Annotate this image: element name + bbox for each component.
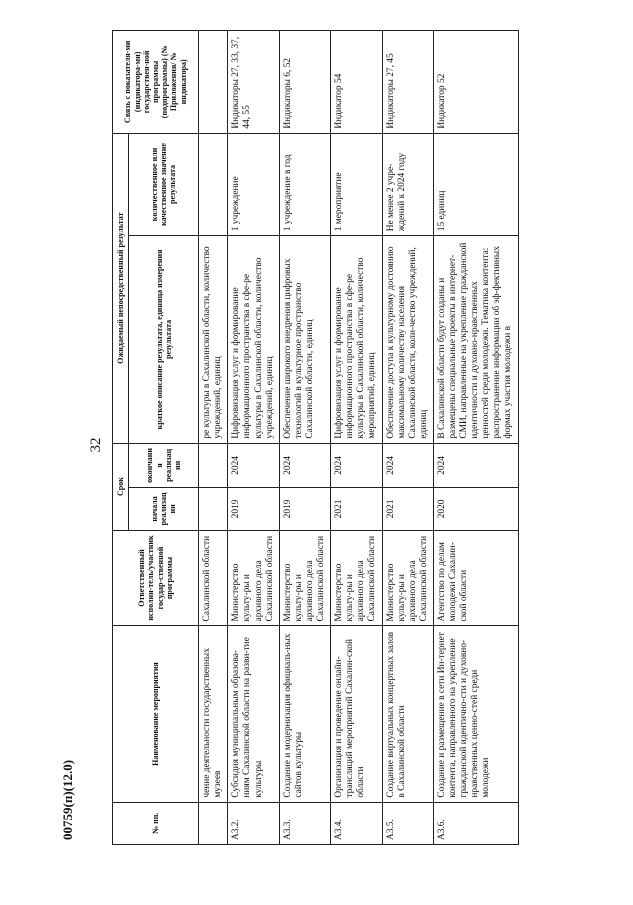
cell-link [199, 31, 228, 134]
cell-name: Организация и проведение онлайн-трансляций мероприятий Сахалин-ской области [331, 626, 382, 802]
cell-responsible: Министерство культу-ры и архивного дела Сахалинской области [331, 530, 382, 626]
cell-end: 2024 [382, 443, 433, 488]
cell-link: Индикаторы 27, 33, 37, 44, 55 [228, 31, 279, 134]
cell-start: 2021 [382, 488, 433, 530]
page-number: 32 [88, 437, 104, 453]
cell-num: А3.2. [228, 802, 279, 844]
cell-end: 2024 [433, 443, 518, 488]
cell-end: 2024 [228, 443, 279, 488]
table-header-row [113, 31, 129, 845]
header-num: № пп. [113, 802, 199, 844]
cell-name: Создание виртуальных концертных залов в Сахалинской области [382, 626, 433, 802]
table-row [433, 31, 518, 845]
header-responsible: Ответственный исполни-тель/участник государ-ственной программы [113, 530, 199, 626]
cell-value: 1 мероприятие [331, 133, 382, 236]
cell-num: А3.5. [382, 802, 433, 844]
measures-table-wrapper [112, 30, 580, 845]
cell-name: Создание и модернизация официаль-ных сайтов культуры [279, 626, 330, 802]
document-code: 00759(п)(12.0) [60, 759, 75, 840]
header-term-start: начала реализации [129, 488, 199, 530]
header-result: Ожидаемый непосредственный результат [113, 133, 129, 443]
cell-end: 2024 [279, 443, 330, 488]
cell-start: 2021 [331, 488, 382, 530]
header-result-desc: краткое описание результата, единица измерения результата [129, 236, 199, 443]
cell-value: Не менее 2 учре-ждений к 2024 году [382, 133, 433, 236]
table-row [382, 31, 433, 845]
header-term: Срок [113, 443, 129, 530]
cell-desc: ре культуры в Сахалинской области, количество учреждений, единиц [199, 236, 228, 443]
cell-name: Субсидия муниципальным образова-ниям Сахалинской области на разви-тие культуры [228, 626, 279, 802]
cell-desc: Цифровизация услуг и формирование информационного пространства в сфе-ре культуры в Сахалинской области, количество учреждений, единиц [228, 236, 279, 443]
cell-start: 2020 [433, 488, 518, 530]
header-name: Наименование мероприятия [113, 626, 199, 802]
header-result-value: количественное или качественное значение результата [129, 133, 199, 236]
cell-num: А3.4. [331, 802, 382, 844]
cell-link: Индикатор 52 [433, 31, 518, 134]
cell-end: 2024 [331, 443, 382, 488]
table-row [199, 31, 228, 845]
header-term-end: окончания реализации [129, 443, 199, 488]
cell-num: А3.6. [433, 802, 518, 844]
cell-responsible: Сахалинской области [199, 530, 228, 626]
cell-responsible: Министерство культу-ры и архивного дела Сахалинской области [382, 530, 433, 626]
cell-responsible: Министерство культу-ры и архивного дела Сахалинской области [228, 530, 279, 626]
table-row [331, 31, 382, 845]
cell-value: 1 учреждение в год [279, 133, 330, 236]
cell-responsible: Агентство по делам молодежи Сахалин-ской области [433, 530, 518, 626]
cell-link: Индикаторы 6, 52 [279, 31, 330, 134]
cell-name: чение деятельности государственных музеев [199, 626, 228, 802]
cell-start [199, 488, 228, 530]
table-row [279, 31, 330, 845]
header-link: Связь с показателя-ми (индикатора-ми) государствен-ной программы (подпрограммы) (№ Приложения/ № индикатора) [113, 31, 199, 134]
cell-name: Создание и размещение в сети Ин-тернет контента, направленного на укрепление гражданской идентично-сти и духовно-нравственных ценно-стей среди молодежи [433, 626, 518, 802]
cell-link: Индикатор 54 [331, 31, 382, 134]
cell-start: 2019 [228, 488, 279, 530]
cell-num: А3.3. [279, 802, 330, 844]
cell-num [199, 802, 228, 844]
measures-table [112, 30, 519, 845]
cell-end [199, 443, 228, 488]
cell-desc: В Сахалинской области будут созданы и размещены специальные проекты в интернет-СМИ, направленные на укрепление гражданской идентичности и духовно-нравственных ценностей среди молодежи. Тематика контента: распространение информации об эф-фективных формах участия молодежи в [433, 236, 518, 443]
cell-value: 15 единиц [433, 133, 518, 236]
cell-desc: Обеспечение широкого внедрения цифровых технологий в культурное пространство Сахалинской области, единиц [279, 236, 330, 443]
cell-value: 1 учреждение [228, 133, 279, 236]
cell-start: 2019 [279, 488, 330, 530]
cell-desc: Цифровизация услуг и формирование информационного пространства в сфе-ре культуры в Сахалинской области, количество мероприятий, единиц [331, 236, 382, 443]
table-row [228, 31, 279, 845]
cell-link: Индикаторы 27, 45 [382, 31, 433, 134]
cell-value [199, 133, 228, 236]
cell-responsible: Министерство культу-ры и архивного дела Сахалинской области [279, 530, 330, 626]
cell-desc: Обеспечение доступа к культурному достоянию максимальному количеству населения Сахалинской области, коли-чество учреждений, единиц [382, 236, 433, 443]
